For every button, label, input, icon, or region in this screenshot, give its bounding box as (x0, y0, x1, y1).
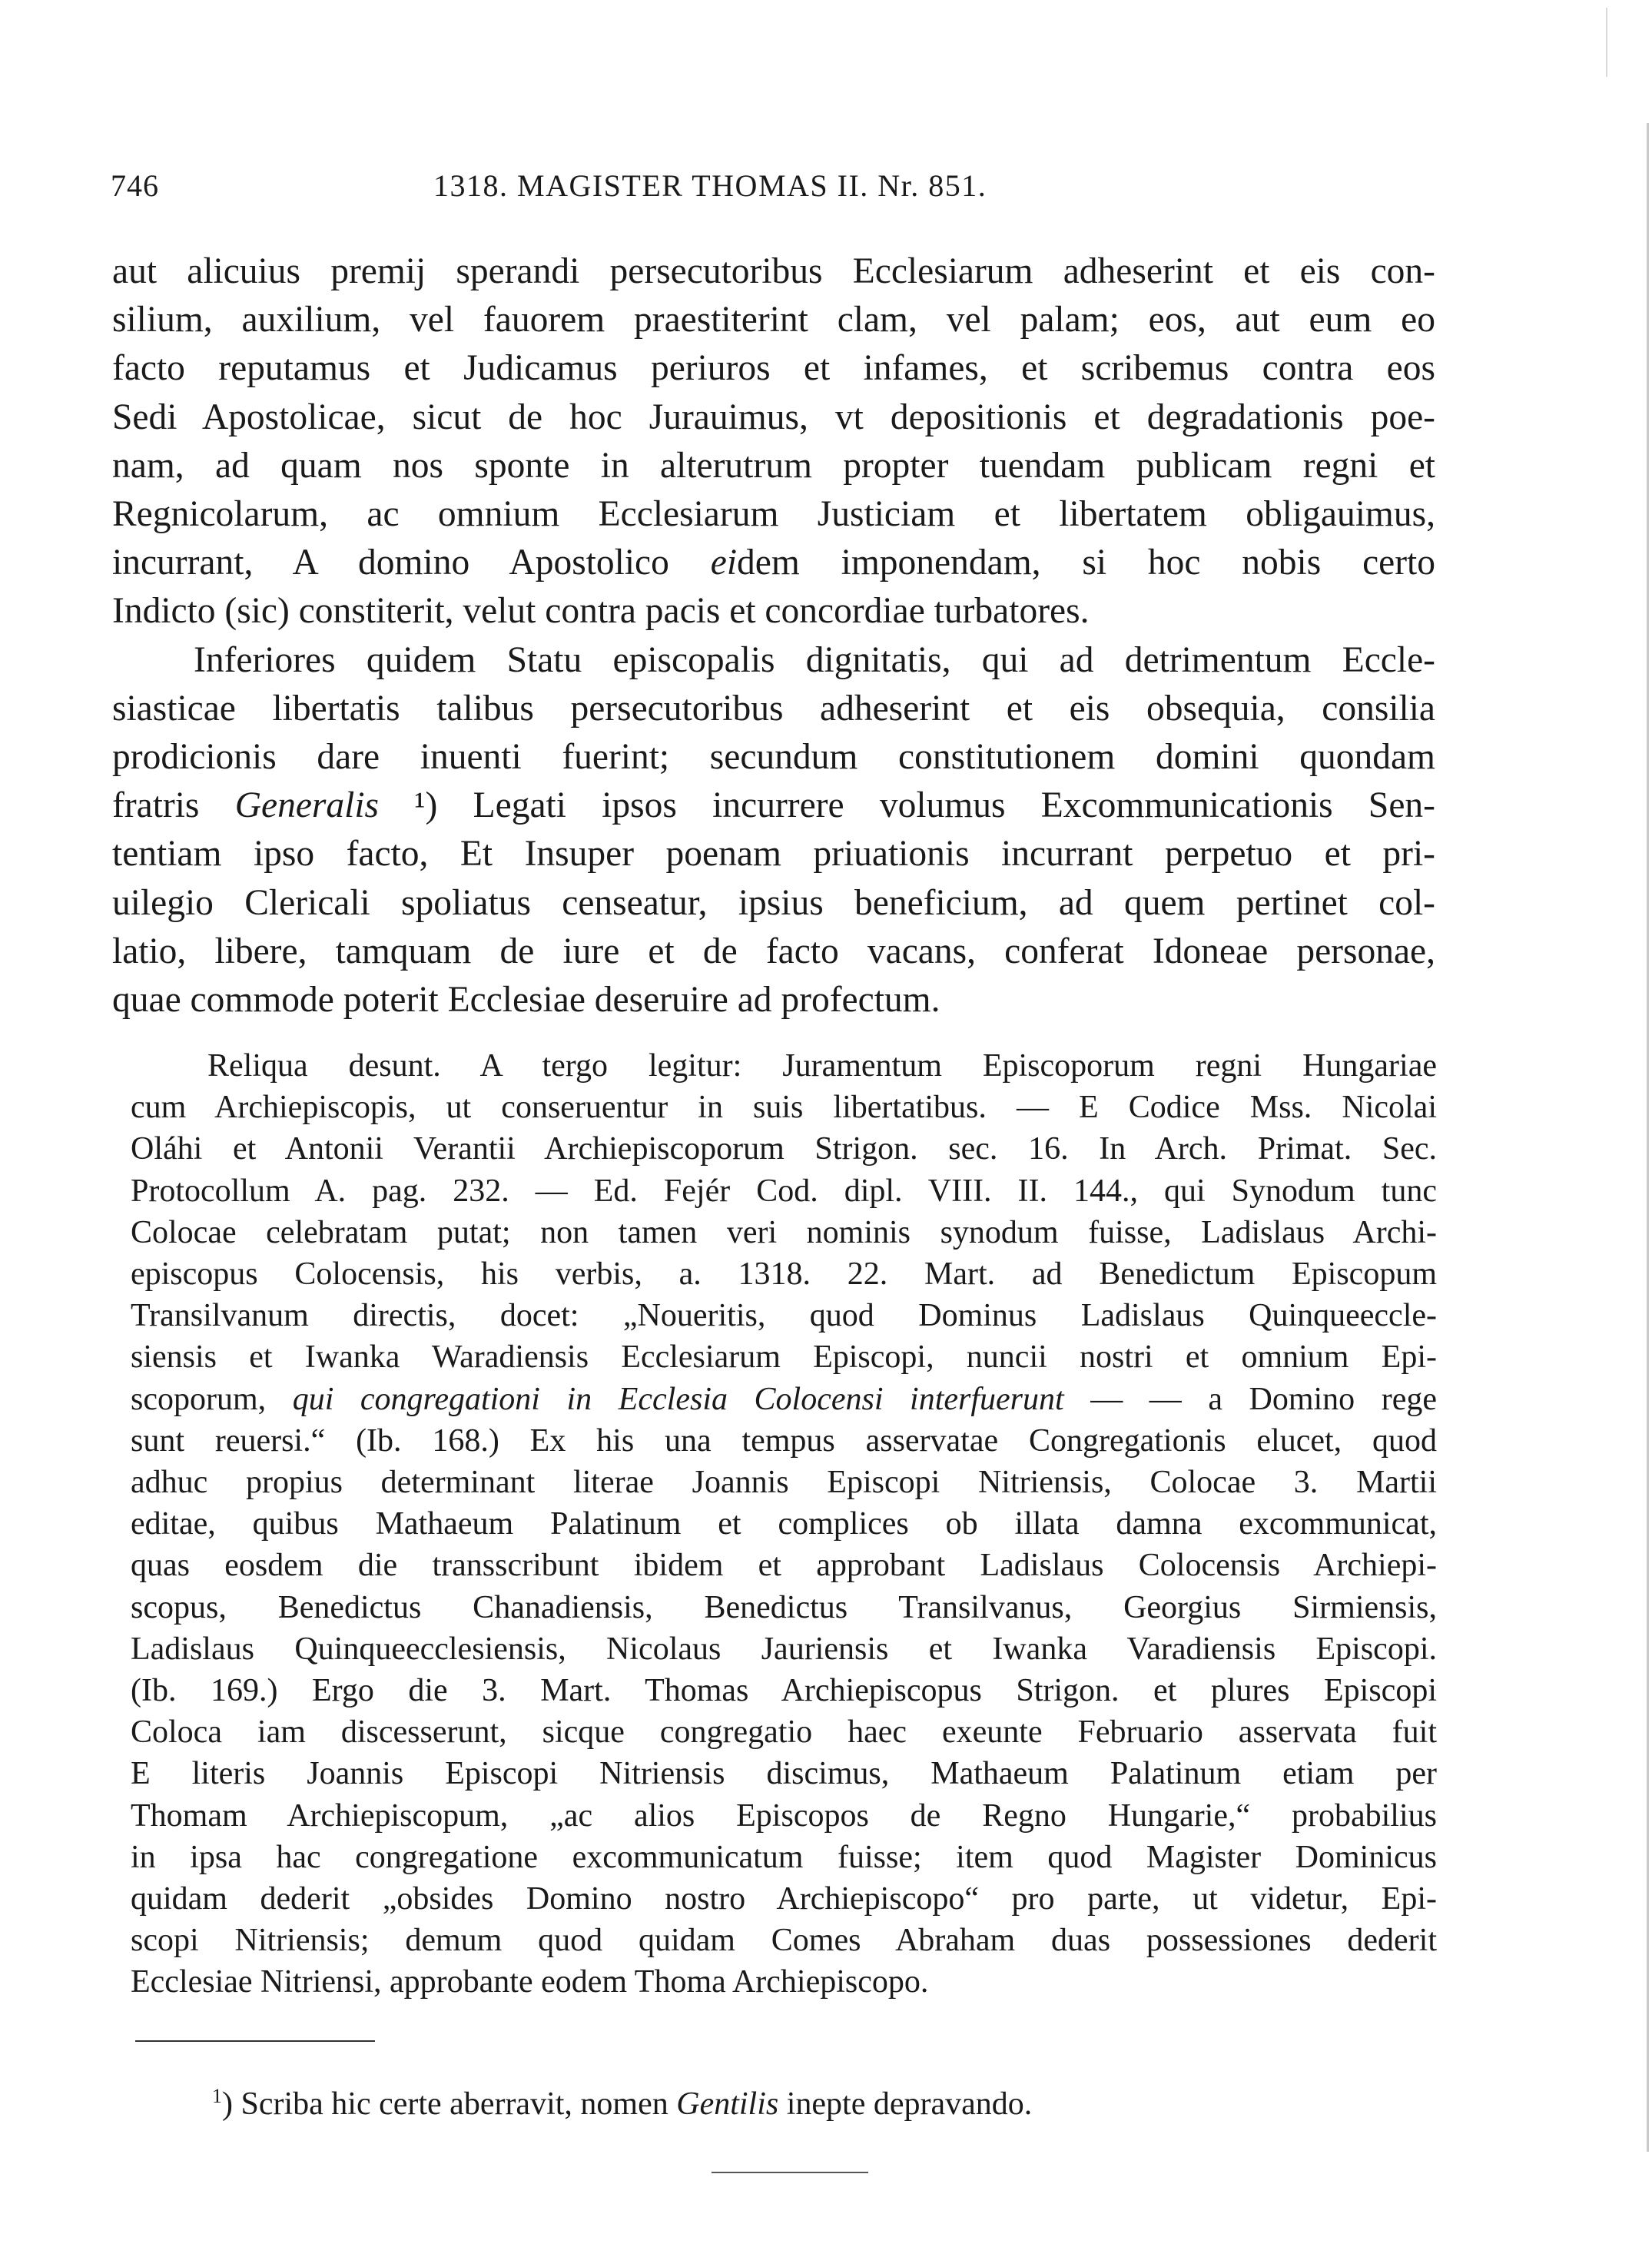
note-line: quidam dederit „obsides Domino nostro Archiepiscopo“ pro parte, ut videtur, Epi- (131, 1881, 1437, 1917)
note-line: siensis et Iwanka Waradiensis Ecclesiarum Episcopi, nuncii nostri et omnium Epi- (131, 1339, 1437, 1376)
text-line: siasticae libertatis talibus persecutoribus adheserint et eis obsequia, consilia (112, 688, 1435, 729)
text-line: Regnicolarum, ac omnium Ecclesiarum Justiciam et libertatem obligauimus, (112, 494, 1435, 535)
scan-edge-line (1647, 123, 1649, 2152)
note-line: quas eosdem die transscribunt ibidem et approbant Ladislaus Colocensis Archiepi- (131, 1548, 1437, 1584)
note-line: Transilvanum directis, docet: „Noueritis, quod Dominus Ladislaus Quinqueeccle- (131, 1298, 1437, 1334)
note-line: Oláhi et Antonii Verantii Archiepiscoporum Strigon. sec. 16. In Arch. Primat. Sec. (131, 1131, 1437, 1167)
note-line: Ladislaus Quinqueecclesiensis, Nicolaus Jauriensis et Iwanka Varadiensis Episcopi. (131, 1631, 1437, 1667)
note-line: sunt reuersi.“ (Ib. 168.) Ex his una tempus asservatae Congregationis elucet, quod (131, 1422, 1437, 1459)
text-line: facto reputamus et Judicamus periuros et infames, et scribemus contra eos (112, 348, 1435, 389)
text-line: latio, libere, tamquam de iure et de facto vacans, conferat Idoneae personae, (112, 931, 1435, 971)
note-line: adhuc propius determinant literae Joannis Episcopi Nitriensis, Colocae 3. Martii (131, 1465, 1437, 1501)
note-line: Coloca iam discesserunt, sicque congregatio haec exeunte Februario asservata fuit (131, 1714, 1437, 1751)
note-line: scoporum, qui congregationi in Ecclesia Colocensi interfuerunt — — a Domino rege (131, 1381, 1437, 1417)
note-line: editae, quibus Mathaeum Palatinum et complices ob illata damna excommunicat, (131, 1506, 1437, 1542)
footnote-text-end: inepte depravando. (778, 2086, 1033, 2122)
text-line: fratris Generalis ¹) Legati ipsos incurrere volumus Excommunicationis Sen- (112, 785, 1435, 826)
note-line: scopus, Benedictus Chanadiensis, Benedictus Transilvanus, Georgius Sirmiensis, (131, 1589, 1437, 1625)
text-line: uilegio Clericali spoliatus censeatur, ipsius beneficium, ad quem pertinet col- (112, 882, 1435, 923)
note-line: Colocae celebratam putat; non tamen veri nominis synodum fuisse, Ladislaus Archi- (131, 1214, 1437, 1250)
running-head: 1318. MAGISTER THOMAS II. Nr. 851. (433, 168, 987, 203)
editorial-note (131, 1045, 1437, 2003)
note-line: Thomam Archiepiscopum, „ac alios Episcopos de Regno Hungarie,“ probabilius (131, 1797, 1437, 1834)
note-line: Reliqua desunt. A tergo legitur: Juramentum Episcoporum regni Hungariae (207, 1048, 1437, 1084)
italic-phrase: Generalis (234, 785, 380, 826)
text-line: incurrant, A domino Apostolico eidem imponendam, si hoc nobis certo (112, 543, 1435, 583)
italic-phrase: qui congregationi in Ecclesia Colocensi interfuerunt (292, 1381, 1064, 1417)
text-line: tentiam ipso facto, Et Insuper poenam priuationis incurrant perpetuo et pri- (112, 834, 1435, 875)
footnote-italic-word: Gentilis (676, 2086, 779, 2122)
end-rule (712, 2172, 868, 2173)
paragraph-2 (112, 636, 1435, 1025)
text-line: Inferiores quidem Statu episcopalis dignitatis, qui ad detrimentum Eccle- (194, 639, 1435, 680)
note-line: Protocollum A. pag. 232. — Ed. Fejér Cod. dipl. VIII. II. 144., qui Synodum tunc (131, 1173, 1437, 1209)
note-line: E literis Joannis Episcopi Nitriensis discimus, Mathaeum Palatinum etiam per (131, 1756, 1437, 1792)
text-line: Sedi Apostolicae, sicut de hoc Jurauimus, vt depositionis et degradationis poe- (112, 397, 1435, 437)
text-line: aut alicuius premij sperandi persecutoribus Ecclesiarum adheserint et eis con- (112, 251, 1435, 291)
text-line: nam, ad quam nos sponte in alterutrum propter tuendam publicam regni et (112, 445, 1435, 486)
italic-phrase: ei (710, 543, 738, 583)
note-line: cum Archiepiscopis, ut conseruentur in suis libertatibus. — E Codice Mss. Nicolai (131, 1090, 1437, 1126)
main-text (112, 247, 1435, 1024)
footnote (212, 2075, 1032, 2126)
note-line: Ecclesiae Nitriensi, approbante eodem Thoma Archiepiscopo. (131, 1964, 929, 2000)
footnote-text-start: ) Scriba hic certe aberravit, nomen (222, 2086, 677, 2122)
note-line: (Ib. 169.) Ergo die 3. Mart. Thomas Archiepiscopus Strigon. et plures Episcopi (131, 1673, 1437, 1709)
note-line: episcopus Colocensis, his verbis, a. 1318. 22. Mart. ad Benedictum Episcopum (131, 1256, 1437, 1293)
page-number: 746 (111, 168, 159, 203)
note-line: in ipsa hac congregatione excommunicatum fuisse; item quod Magister Dominicus (131, 1839, 1437, 1875)
text-line: silium, auxilium, vel fauorem praestiterint clam, vel palam; eos, aut eum eo (112, 300, 1435, 340)
footnote-marker: 1 (212, 2085, 222, 2107)
footnote-rule (135, 2040, 375, 2042)
text-line: quae commode poterit Ecclesiae deseruire ad profectum. (112, 980, 940, 1021)
note-line: scopi Nitriensis; demum quod quidam Comes Abraham duas possessiones dederit (131, 1923, 1437, 1959)
text-line: Indicto (sic) constiterit, velut contra pacis et concordiae turbatores. (112, 591, 1090, 632)
text-line: prodicionis dare inuenti fuerint; secundum constitutionem domini quondam (112, 737, 1435, 778)
scan-edge-mark (1606, 8, 1607, 77)
paragraph-1 (112, 247, 1435, 636)
